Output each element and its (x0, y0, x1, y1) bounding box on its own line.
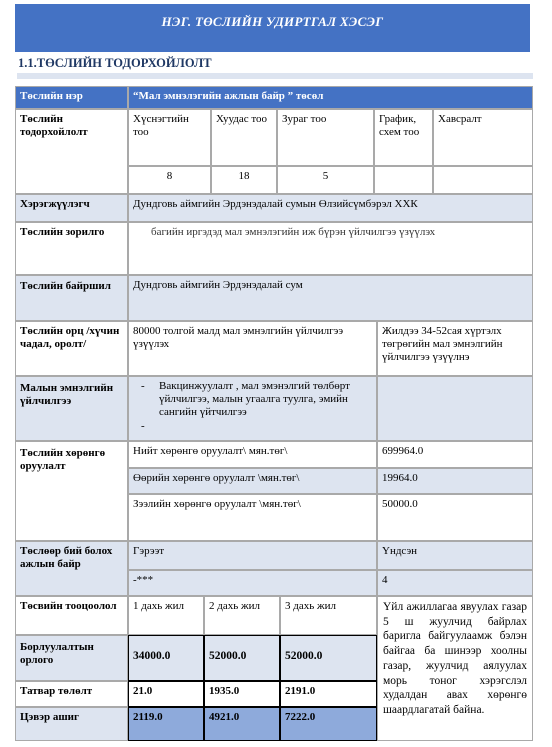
net-profit-label: Цэвэр ашиг (15, 707, 128, 741)
workplaces-label: Төслөөр бий болох ажлын байр (15, 541, 128, 596)
location-label: Төслийн байршил (15, 275, 128, 321)
budget-note: Үйл ажиллагаа явуулах газар 5 ш жуулчид байрлах баригла байгуулаамж бэлэн байгаа ба шинээр хоолны газар, жуулчид аялуулах морь тоног хэрэгслэл худалдан авах хөрөнгө шаардлагатай байна. (377, 596, 533, 741)
goal-label: Төслийн зорилго (15, 222, 128, 275)
chart-count-value (374, 166, 433, 194)
heading-divider (17, 73, 533, 79)
attachment-value (433, 166, 533, 194)
tax-year3: 2191.0 (280, 681, 377, 707)
service-item: - Вакцинжуулалт , мал эмэнэлгий төлбөрт үйлчилгээ, малын угаалга туулга, эмийн сангийн үйтчилгээ (159, 380, 372, 420)
year3-header: 3 дахь жил (280, 596, 377, 635)
sales-revenue-year2: 52000.0 (204, 635, 280, 681)
service-label: Малын эмнэлгийн үйлчилгээ (15, 376, 128, 441)
own-investment-value: 19964.0 (377, 468, 533, 494)
loan-investment-value: 50000.0 (377, 494, 533, 541)
contract-jobs-label: Гэрээт (128, 541, 377, 570)
image-count-value: 5 (277, 166, 374, 194)
investment-label: Төслийн хөрөнгө оруулалт (15, 441, 128, 541)
service-list (128, 376, 377, 441)
implementer-label: Хэрэгжүүлэгч (15, 194, 128, 222)
attachment-header: Хавсралт (433, 109, 533, 166)
sales-revenue-year3: 52000.0 (280, 635, 377, 681)
table-count-value: 8 (128, 166, 211, 194)
permanent-jobs-label: Үндсэн (377, 541, 533, 570)
page-count-header: Хуудас тоо (211, 109, 277, 166)
table-count-header: Хүснэгтийн тоо (128, 109, 211, 166)
year2-header: 2 дахь жил (204, 596, 280, 635)
net-profit-year1: 2119.0 (128, 707, 204, 741)
sales-revenue-year1: 34000.0 (128, 635, 204, 681)
service-extra (377, 376, 533, 441)
net-profit-year3: 7222.0 (280, 707, 377, 741)
permanent-jobs-value: 4 (377, 570, 533, 596)
page-count-value: 18 (211, 166, 277, 194)
tax-year2: 1935.0 (204, 681, 280, 707)
project-description-label: Төслийн тодорхойлолт (15, 109, 128, 194)
goal-value: багийн иргэдэд мал эмнэлэгийн иж бүрэн үйлчилгээ үзүүлэх (128, 222, 533, 275)
project-name-label: Төслийн нэр (15, 86, 128, 109)
total-investment-label: Нийт хөрөнгө оруулалт\ мян.төг\ (128, 441, 377, 468)
capacity-annual-value: Жилдээ 34-52сая хүртэлх төгрөгийн мал эмнэлгийн үйлчилгээ үзүүлнэ (377, 321, 533, 376)
sales-revenue-label: Борлуулалтын орлого (15, 635, 128, 681)
implementer-value: Дундговь аймгийн Эрдэнэдалай сумын Өлзийсүмбэрэл ХХК (128, 194, 533, 222)
net-profit-year2: 4921.0 (204, 707, 280, 741)
tax-label: Татвар төлөлт (15, 681, 128, 707)
capacity-value: 80000 толгой малд мал эмнэлгийн үйлчилгээ үзүүлэх (128, 321, 377, 376)
own-investment-label: Өөрийн хөрөнгө оруулалт \мян.төг\ (128, 468, 377, 494)
contract-jobs-value: -*** (128, 570, 377, 596)
year1-header: 1 дахь жил (128, 596, 204, 635)
chart-count-header: График, схем тоо (374, 109, 433, 166)
project-name-value: “Мал эмнэлэгийн ажлын байр ” төсөл (128, 86, 533, 109)
total-investment-value: 699964.0 (377, 441, 533, 468)
section-heading: 1.1.ТӨСЛИЙН ТОДОРХОЙЛОЛТ (18, 56, 212, 70)
tax-year1: 21.0 (128, 681, 204, 707)
capacity-label: Төслийн орц /хүчин чадал, оролт/ (15, 321, 128, 376)
image-count-header: Зураг тоо (277, 109, 374, 166)
section-banner: НЭГ. ТӨСЛИЙН УДИРТГАЛ ХЭСЭГ (15, 4, 530, 52)
location-value: Дундговь аймгийн Эрдэнэдалай сум (128, 275, 533, 321)
loan-investment-label: Зээлийн хөрөнгө оруулалт \мян.төг\ (128, 494, 377, 541)
budget-label: Төсвийн тооцоолол (15, 596, 128, 635)
